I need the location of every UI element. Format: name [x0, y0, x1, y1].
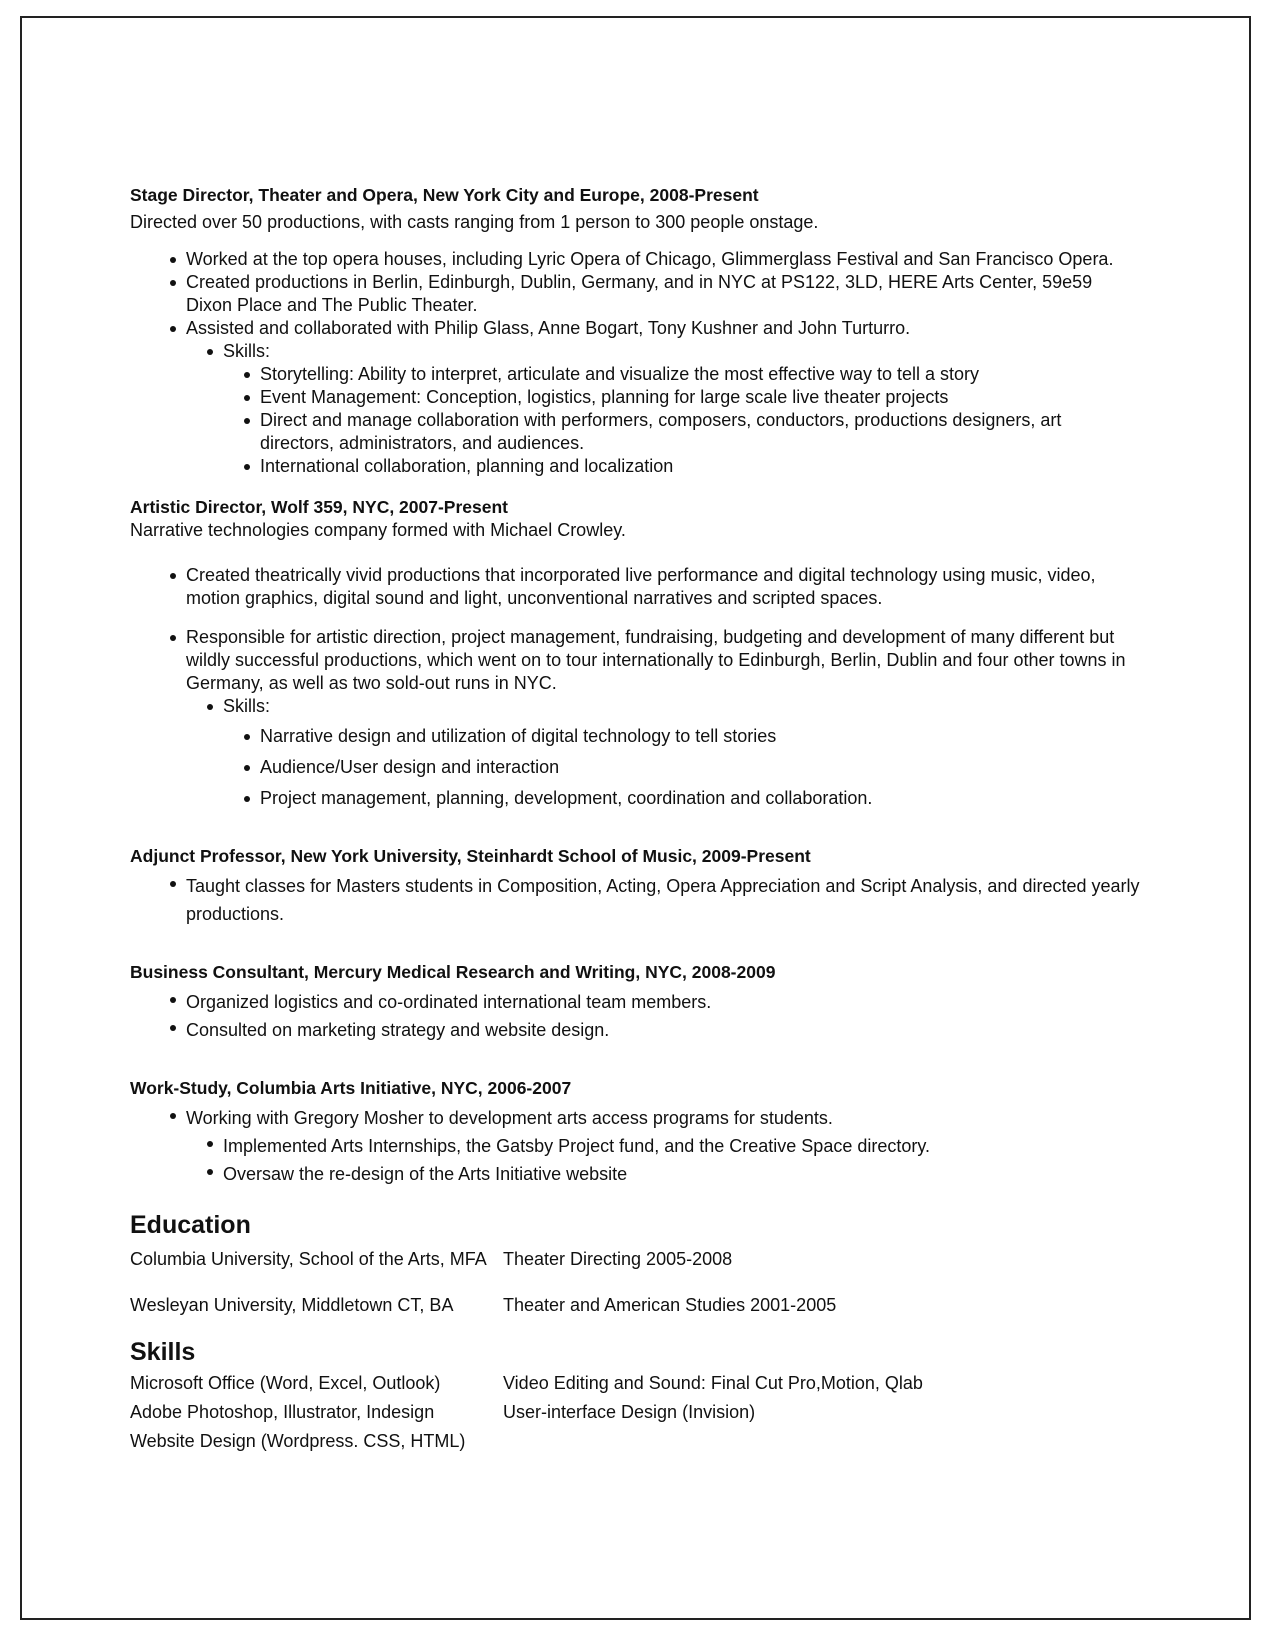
list-item: International collaboration, planning and localization	[130, 455, 1140, 478]
job-description: Directed over 50 productions, with casts ranging from 1 person to 300 people onstage.	[130, 212, 819, 232]
education-section	[130, 1210, 1140, 1317]
list-item: Event Management: Conception, logistics, planning for large scale live theater projects	[130, 386, 1140, 409]
job-description: Narrative technologies company formed with Michael Crowley.	[130, 520, 626, 540]
education-school: Wesleyan University, Middletown CT, BA	[130, 1295, 454, 1315]
skills-row	[130, 1369, 1140, 1398]
job-bullets	[130, 988, 1140, 1044]
skills-row	[130, 1398, 1140, 1427]
list-item: Worked at the top opera houses, including Lyric Opera of Chicago, Glimmerglass Festival and San Francisco Opera.	[130, 248, 1140, 271]
job-business-consultant	[130, 961, 1140, 1044]
skill-item: Adobe Photoshop, Illustrator, Indesign	[130, 1402, 435, 1422]
skill-item: User-interface Design (Invision)	[503, 1402, 756, 1422]
list-item: Project management, planning, development, coordination and collaboration.	[130, 787, 1140, 810]
job-adjunct-professor	[130, 845, 1140, 928]
education-row	[130, 1248, 1140, 1271]
list-item: Assisted and collaborated with Philip Glass, Anne Bogart, Tony Kushner and John Turturro.	[130, 317, 1140, 340]
list-item: Taught classes for Masters students in Composition, Acting, Opera Appreciation and Script Analysis, and directed yearly productions.	[130, 872, 1140, 928]
job-title: Stage Director, Theater and Opera, New York City and Europe, 2008-Present	[130, 185, 759, 205]
skill-item: Video Editing and Sound: Final Cut Pro,Motion, Qlab	[503, 1373, 923, 1393]
job-bullets	[130, 564, 1140, 810]
education-school: Columbia University, School of the Arts, MFA	[130, 1249, 487, 1269]
skill-item: Microsoft Office (Word, Excel, Outlook)	[130, 1373, 441, 1393]
job-title: Adjunct Professor, New York University, Steinhardt School of Music, 2009-Present	[130, 846, 811, 866]
job-bullets	[130, 248, 1140, 478]
job-title: Business Consultant, Mercury Medical Research and Writing, NYC, 2008-2009	[130, 962, 776, 982]
list-item: Narrative design and utilization of digital technology to tell stories	[130, 725, 1140, 748]
education-row	[130, 1294, 1140, 1317]
list-item: Audience/User design and interaction	[130, 756, 1140, 779]
education-program: Theater and American Studies 2001-2005	[503, 1295, 837, 1315]
list-item: Created theatrically vivid productions that incorporated live performance and digital technology using music, video, motion graphics, digital sound and light, unconventional narratives and scripted spaces.	[130, 564, 1140, 610]
list-item: Implemented Arts Internships, the Gatsby Project fund, and the Creative Space directory.	[130, 1132, 1140, 1160]
resume-content	[130, 184, 1140, 1456]
education-heading: Education	[130, 1211, 251, 1239]
list-item: Responsible for artistic direction, project management, fundraising, budgeting and development of many different but wildly successful productions, which went on to tour internationally to Edinburgh, Berlin, Dublin and four other towns in Germany, as well as two sold-out runs in NYC.	[130, 626, 1140, 695]
list-item: Organized logistics and co-ordinated international team members.	[130, 988, 1140, 1016]
skills-grid	[130, 1369, 1140, 1456]
list-item: Storytelling: Ability to interpret, articulate and visualize the most effective way to tell a story	[130, 363, 1140, 386]
list-item: Oversaw the re-design of the Arts Initiative website	[130, 1160, 1140, 1188]
job-artistic-director	[130, 496, 1140, 810]
skills-label: Skills:	[130, 695, 1140, 718]
list-item: Consulted on marketing strategy and website design.	[130, 1016, 1140, 1044]
education-program: Theater Directing 2005-2008	[503, 1249, 733, 1269]
skills-section	[130, 1337, 1140, 1456]
list-item: Working with Gregory Mosher to development arts access programs for students.	[130, 1104, 1140, 1132]
skills-row	[130, 1427, 1140, 1456]
skill-item: Website Design (Wordpress. CSS, HTML)	[130, 1431, 466, 1451]
skills-label: Skills:	[130, 340, 1140, 363]
job-bullets	[130, 1104, 1140, 1188]
job-title: Artistic Director, Wolf 359, NYC, 2007-Present	[130, 497, 509, 517]
job-work-study	[130, 1077, 1140, 1188]
job-bullets	[130, 872, 1140, 928]
skills-heading: Skills	[130, 1338, 196, 1366]
job-title: Work-Study, Columbia Arts Initiative, NYC, 2006-2007	[130, 1078, 572, 1098]
list-item: Created productions in Berlin, Edinburgh, Dublin, Germany, and in NYC at PS122, 3LD, HERE Arts Center, 59e59 Dixon Place and The Public Theater.	[130, 271, 1140, 317]
list-item: Direct and manage collaboration with performers, composers, conductors, productions designers, art directors, administrators, and audiences.	[130, 409, 1140, 455]
job-stage-director	[130, 184, 1140, 478]
